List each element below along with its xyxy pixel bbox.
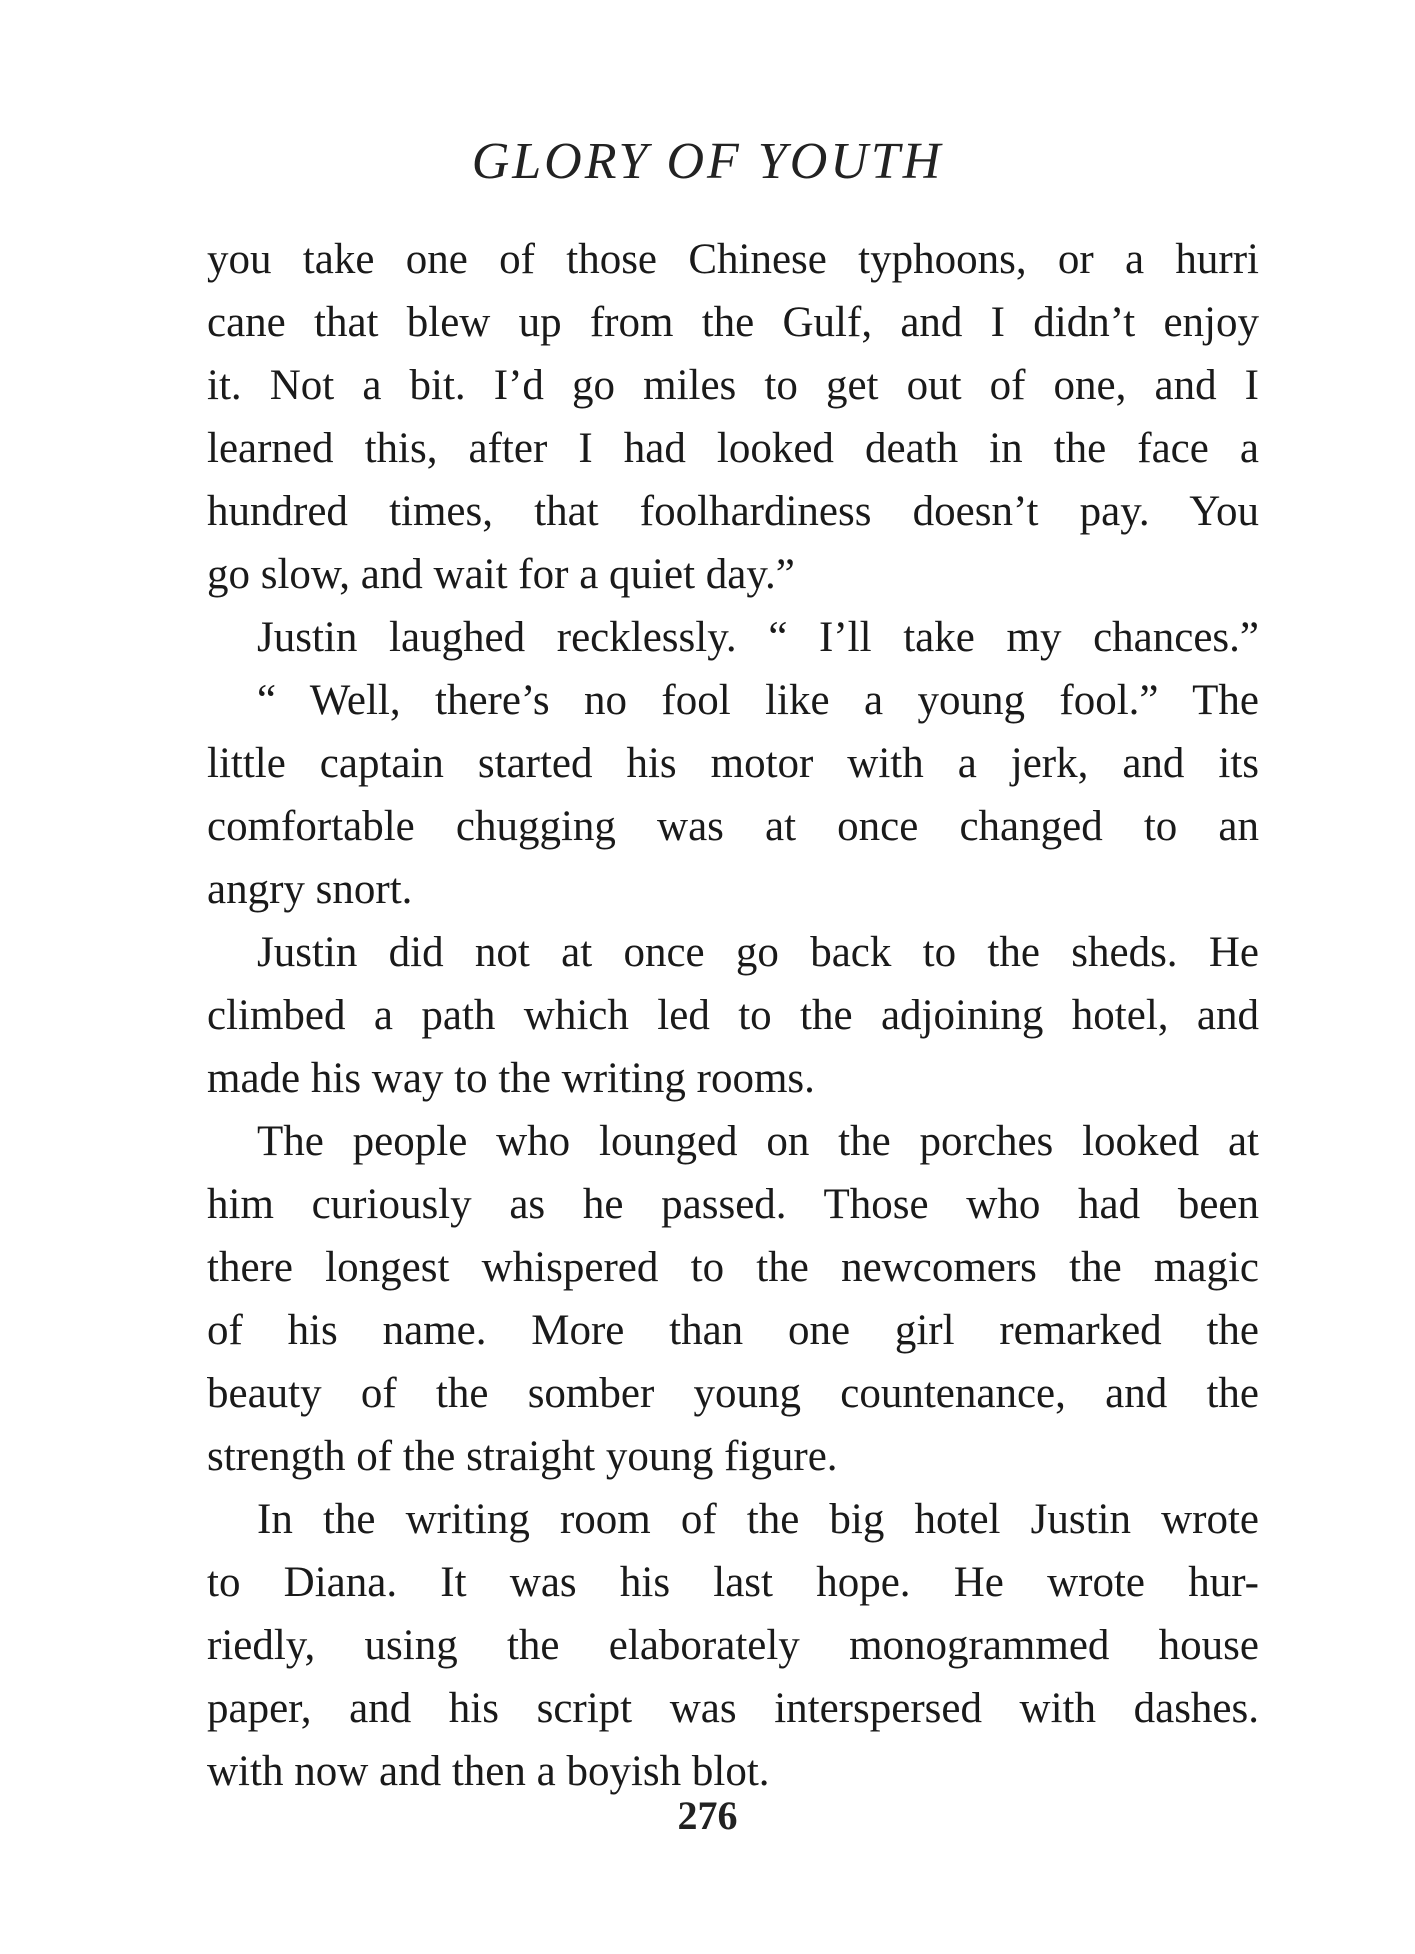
text-line: strength of the straight young figure. — [207, 1433, 838, 1480]
text-line: hundred times, that foolhardiness doesn’t pay. You — [207, 488, 1259, 535]
text-line: there longest whispered to the newcomers the magic — [207, 1244, 1259, 1291]
text-line: Justin laughed recklessly. “ I’ll take my chances.” — [257, 614, 1259, 661]
text-line: you take one of those Chinese typhoons, or a hurri — [207, 236, 1259, 283]
text-line: cane that blew up from the Gulf, and I didn’t enjoy — [207, 299, 1259, 346]
page-number: 276 — [677, 1793, 738, 1838]
text-line: learned this, after I had looked death in the face a — [207, 425, 1259, 472]
text-line: “ Well, there’s no fool like a young fool.” The — [257, 677, 1259, 724]
running-head: GLORY OF YOUTH — [471, 133, 944, 190]
text-line: paper, and his script was interspersed with dashes. — [207, 1685, 1259, 1732]
text-line: go slow, and wait for a quiet day.” — [207, 551, 795, 598]
body-text — [207, 228, 1259, 1803]
text-line: The people who lounged on the porches looked at — [257, 1118, 1259, 1165]
text-line: comfortable chugging was at once changed to an — [207, 803, 1259, 850]
text-line: it. Not a bit. I’d go miles to get out of one, and I — [207, 362, 1259, 409]
text-line: Justin did not at once go back to the sheds. He — [257, 929, 1259, 976]
text-line: to Diana. It was his last hope. He wrote hur- — [207, 1559, 1259, 1606]
text-line: angry snort. — [207, 866, 413, 913]
text-line: of his name. More than one girl remarked the — [207, 1307, 1259, 1354]
text-line: with now and then a boyish blot. — [207, 1748, 770, 1795]
text-line: made his way to the writing rooms. — [207, 1055, 815, 1102]
text-line: riedly, using the elaborately monogrammed house — [207, 1622, 1259, 1669]
text-line: him curiously as he passed. Those who had been — [207, 1181, 1259, 1228]
text-line: In the writing room of the big hotel Justin wrote — [257, 1496, 1259, 1543]
text-line: beauty of the somber young countenance, and the — [207, 1370, 1259, 1417]
text-line: little captain started his motor with a jerk, and its — [207, 740, 1259, 787]
text-line: climbed a path which led to the adjoining hotel, and — [207, 992, 1259, 1039]
